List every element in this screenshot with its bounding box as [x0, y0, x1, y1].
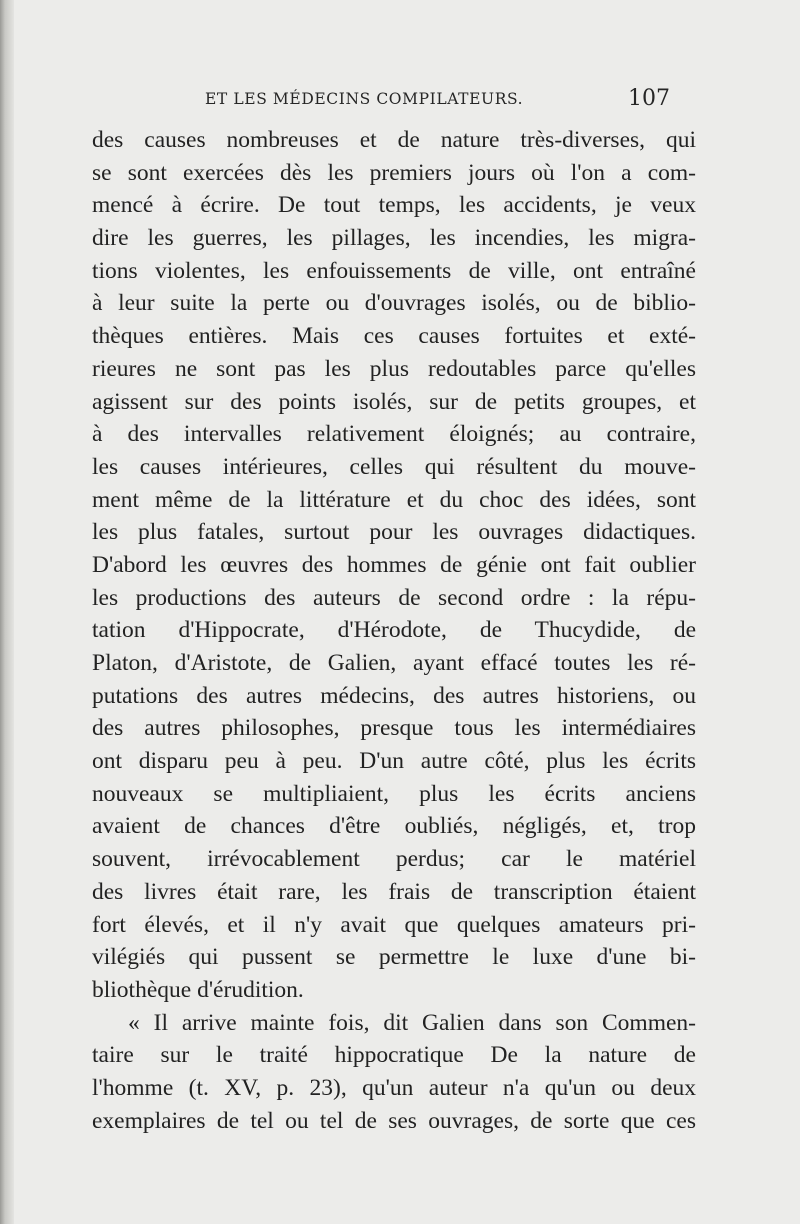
text-line: tation d'Hippocrate, d'Hérodote, de Thucydide, de [92, 617, 696, 644]
body-text [92, 124, 696, 1137]
text-line: mencé à écrire. De tout temps, les accidents, je veux [92, 192, 696, 219]
text-line: exemplaires de tel ou tel de ses ouvrages, de sorte que ces [92, 1107, 696, 1134]
paragraph-2 [92, 1007, 696, 1138]
text-line: rieures ne sont pas les plus redoutables parce qu'elles [92, 355, 696, 382]
text-line: souvent, irrévocablement perdus; car le matériel [92, 846, 696, 873]
text-line: l'homme (t. XV, p. 23), qu'un auteur n'a qu'un ou deux [92, 1074, 696, 1101]
text-line: putations des autres médecins, des autres historiens, ou [92, 682, 696, 709]
text-line: D'abord les œuvres des hommes de génie ont fait oublier [92, 551, 696, 578]
text-line: à leur suite la perte ou d'ouvrages isolés, ou de biblio- [92, 290, 696, 317]
text-line: des livres était rare, les frais de transcription étaient [92, 878, 696, 905]
paragraph-1 [92, 124, 696, 1007]
text-line: taire sur le traité hippocratique De la nature de [92, 1042, 696, 1069]
text-line: thèques entières. Mais ces causes fortuites et exté- [92, 323, 696, 350]
text-line: ment même de la littérature et du choc des idées, sont [92, 486, 696, 513]
text-line: à des intervalles relativement éloignés; au contraire, [92, 421, 696, 448]
text-line: tions violentes, les enfouissements de ville, ont entraîné [92, 257, 696, 284]
text-line: nouveaux se multipliaient, plus les écrits anciens [92, 780, 696, 807]
running-title: ET LES MÉDECINS COMPILATEURS. [205, 90, 524, 108]
page-number: 107 [628, 86, 670, 111]
text-line: les plus fatales, surtout pour les ouvrages didactiques. [92, 519, 696, 546]
text-line: bliothèque d'érudition. [92, 976, 304, 1003]
text-line: avaient de chances d'être oubliés, négligés, et, trop [92, 813, 696, 840]
text-line: agissent sur des points isolés, sur de petits groupes, et [92, 388, 696, 415]
text-line: fort élevés, et il n'y avait que quelques amateurs pri- [92, 911, 696, 938]
text-line: se sont exercées dès les premiers jours où l'on a com- [92, 159, 696, 186]
text-line: « Il arrive mainte fois, dit Galien dans son Commen- [128, 1009, 696, 1036]
text-line: les causes intérieures, celles qui résultent du mouve- [92, 453, 696, 480]
text-line: ont disparu peu à peu. D'un autre côté, plus les écrits [92, 748, 696, 775]
page-gutter-shadow [0, 0, 14, 1224]
text-line: dire les guerres, les pillages, les incendies, les migra- [92, 225, 696, 252]
text-line: des causes nombreuses et de nature très-diverses, qui [92, 127, 696, 153]
running-head [0, 86, 800, 118]
text-line: des autres philosophes, presque tous les intermédiaires [92, 715, 696, 742]
text-line: vilégiés qui pussent se permettre le luxe d'une bi- [92, 944, 696, 971]
text-line: Platon, d'Aristote, de Galien, ayant effacé toutes les ré- [92, 650, 696, 676]
text-line: les productions des auteurs de second ordre : la répu- [92, 584, 696, 611]
